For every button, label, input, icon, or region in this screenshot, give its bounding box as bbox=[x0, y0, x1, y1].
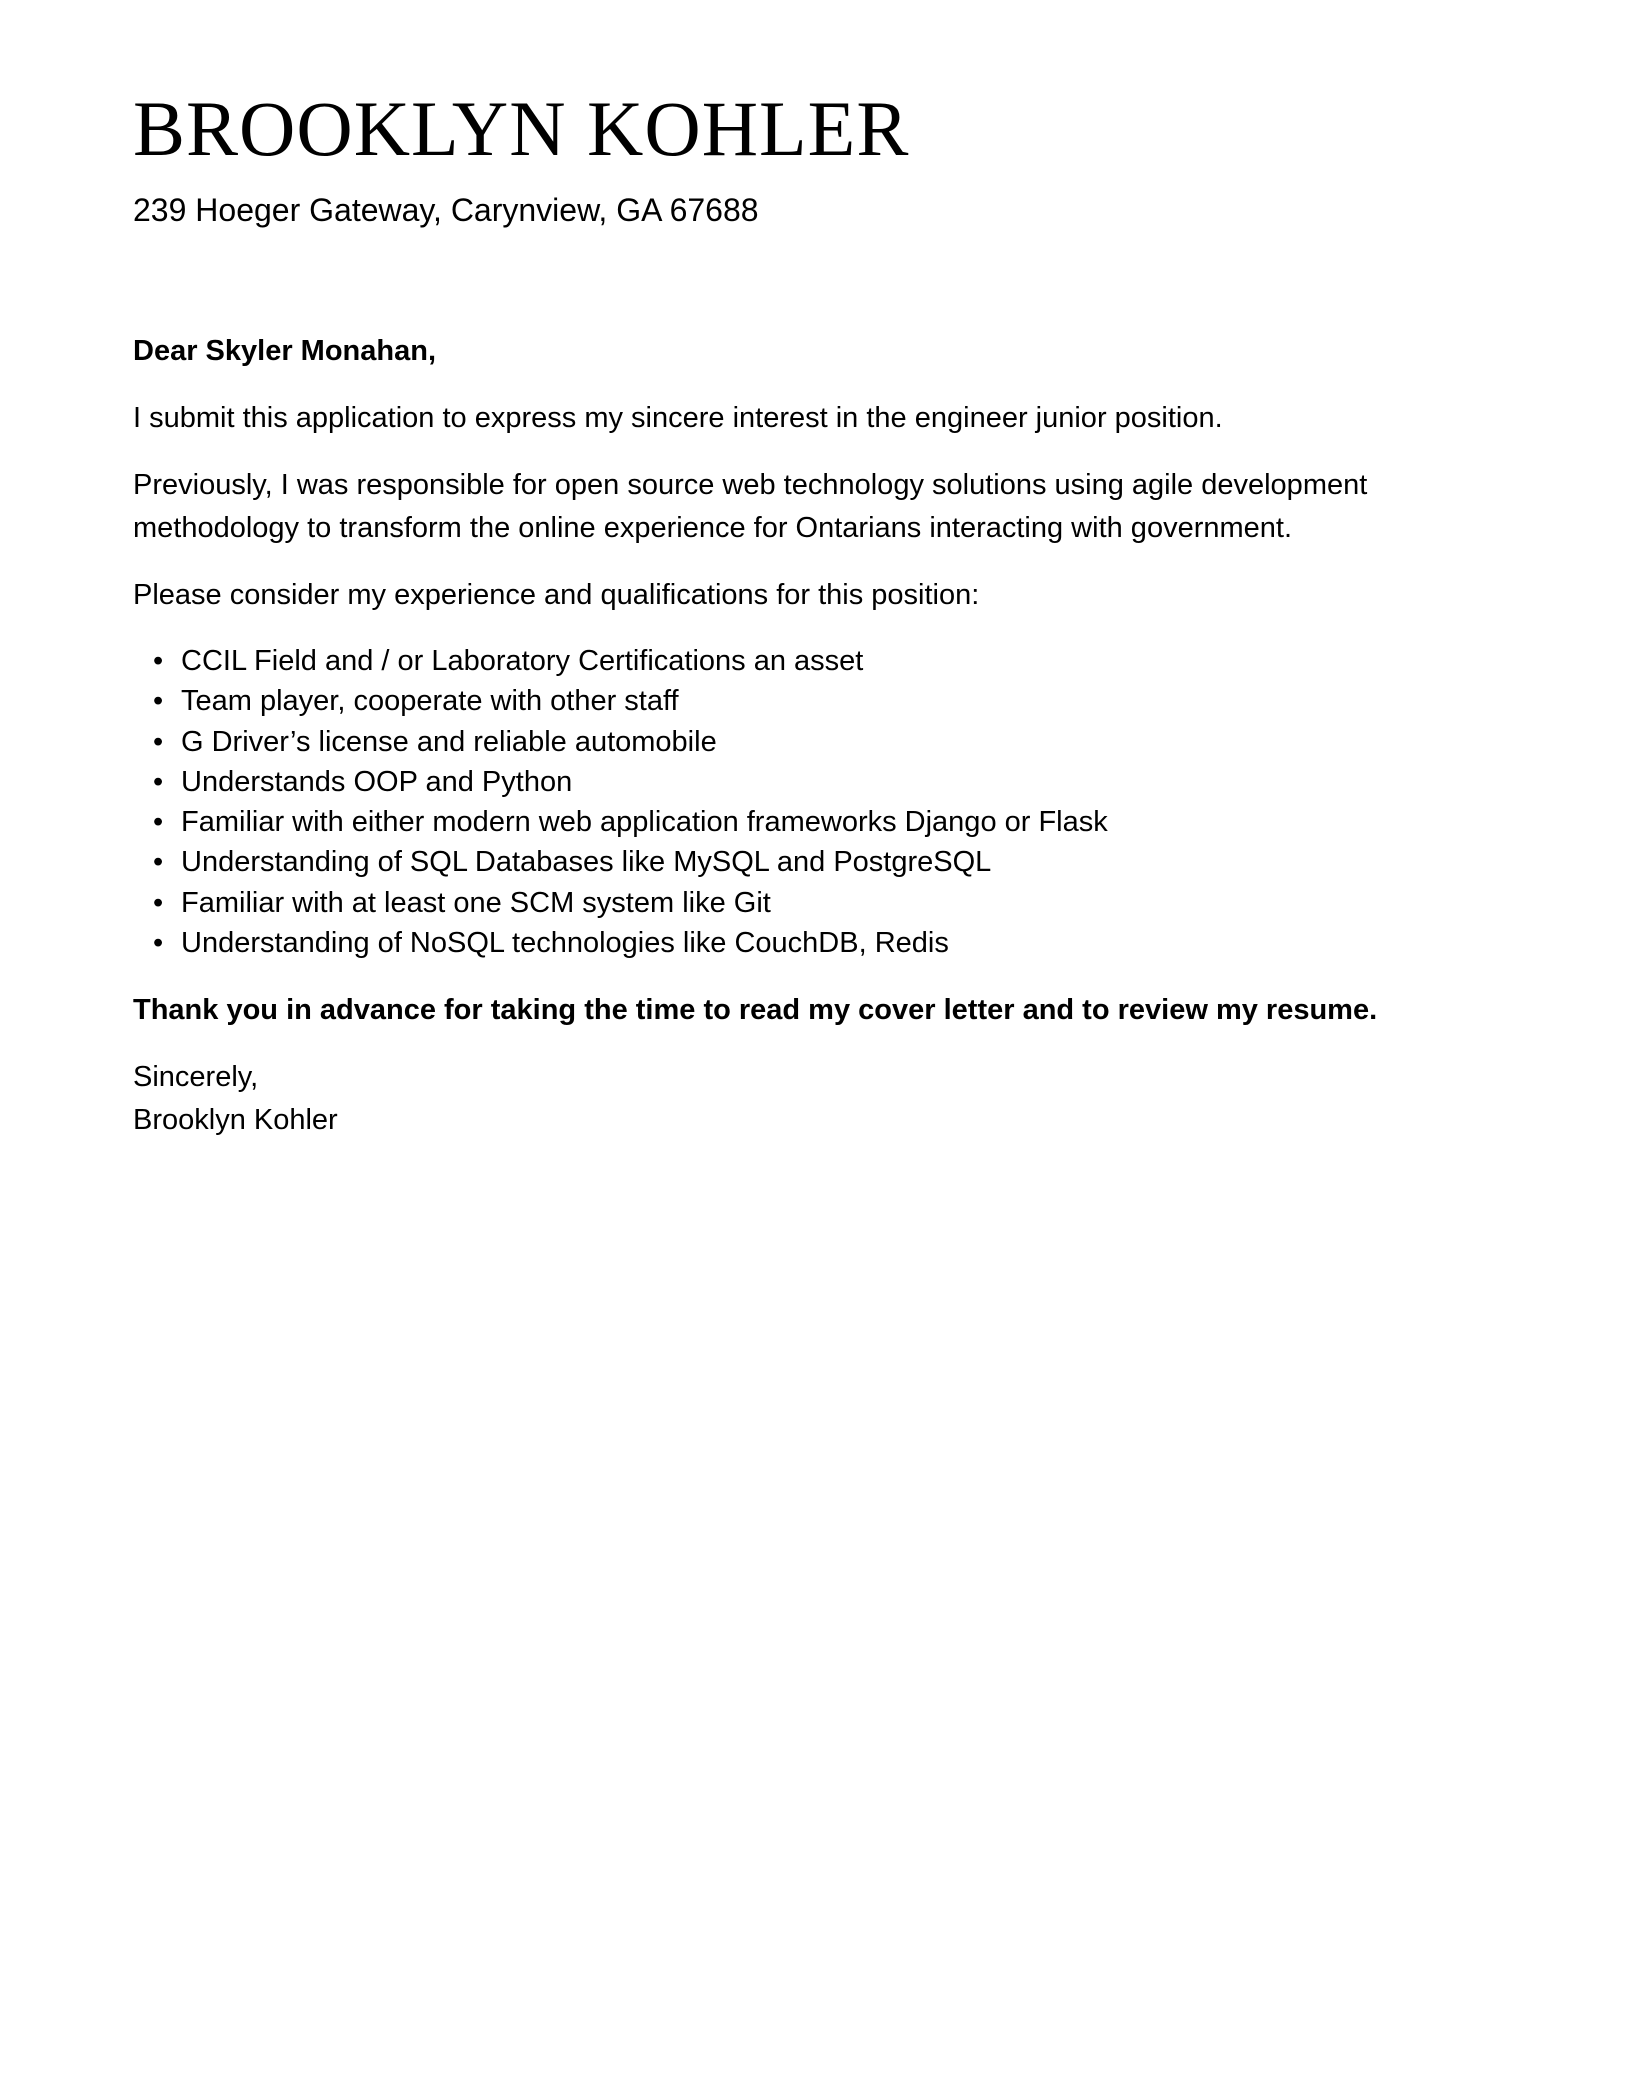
applicant-address: 239 Hoeger Gateway, Carynview, GA 67688 bbox=[133, 192, 759, 228]
qualification-text: Understanding of SQL Databases like MySQL and PostgreSQL bbox=[181, 846, 992, 879]
bullet-icon: • bbox=[153, 685, 164, 718]
list-item bbox=[133, 641, 1503, 681]
list-item bbox=[133, 802, 1503, 842]
list-item bbox=[133, 883, 1503, 923]
qualification-text: Understands OOP and Python bbox=[181, 765, 573, 798]
experience-paragraph: Previously, I was responsible for open source web technology solutions using agile development methodology to transform the online experience for Ontarians interacting with government. bbox=[133, 469, 1368, 544]
qualifications-list bbox=[133, 641, 1503, 963]
qualification-text: Familiar with at least one SCM system like Git bbox=[181, 886, 771, 919]
bullet-icon: • bbox=[153, 765, 164, 798]
bullet-icon: • bbox=[153, 927, 164, 960]
bullet-icon: • bbox=[153, 846, 164, 879]
qualification-text: Team player, cooperate with other staff bbox=[181, 685, 679, 718]
signature: Brooklyn Kohler bbox=[133, 1104, 338, 1137]
qualification-text: Familiar with either modern web application frameworks Django or Flask bbox=[181, 806, 1108, 839]
qualifications-intro: Please consider my experience and qualifications for this position: bbox=[133, 579, 980, 611]
list-item bbox=[133, 842, 1503, 882]
bullet-icon: • bbox=[153, 886, 164, 919]
applicant-name: BROOKLYN KOHLER bbox=[133, 85, 910, 172]
bullet-icon: • bbox=[153, 806, 164, 839]
bullet-icon: • bbox=[153, 645, 164, 677]
qualification-text: Understanding of NoSQL technologies like CouchDB, Redis bbox=[181, 927, 949, 960]
letter-body bbox=[133, 330, 1503, 1142]
bullet-icon: • bbox=[153, 725, 164, 758]
list-item bbox=[133, 762, 1503, 802]
qualification-text: CCIL Field and / or Laboratory Certifications an asset bbox=[181, 645, 864, 677]
thank-you-paragraph: Thank you in advance for taking the time to read my cover letter and to review my resume. bbox=[133, 994, 1378, 1027]
intro-paragraph: I submit this application to express my sincere interest in the engineer junior position. bbox=[133, 402, 1223, 434]
closing: Sincerely, bbox=[133, 1061, 259, 1094]
list-item bbox=[133, 681, 1503, 721]
qualification-text: G Driver’s license and reliable automobile bbox=[181, 725, 717, 758]
list-item bbox=[133, 923, 1503, 963]
salutation: Dear Skyler Monahan, bbox=[133, 335, 436, 367]
list-item bbox=[133, 722, 1503, 762]
